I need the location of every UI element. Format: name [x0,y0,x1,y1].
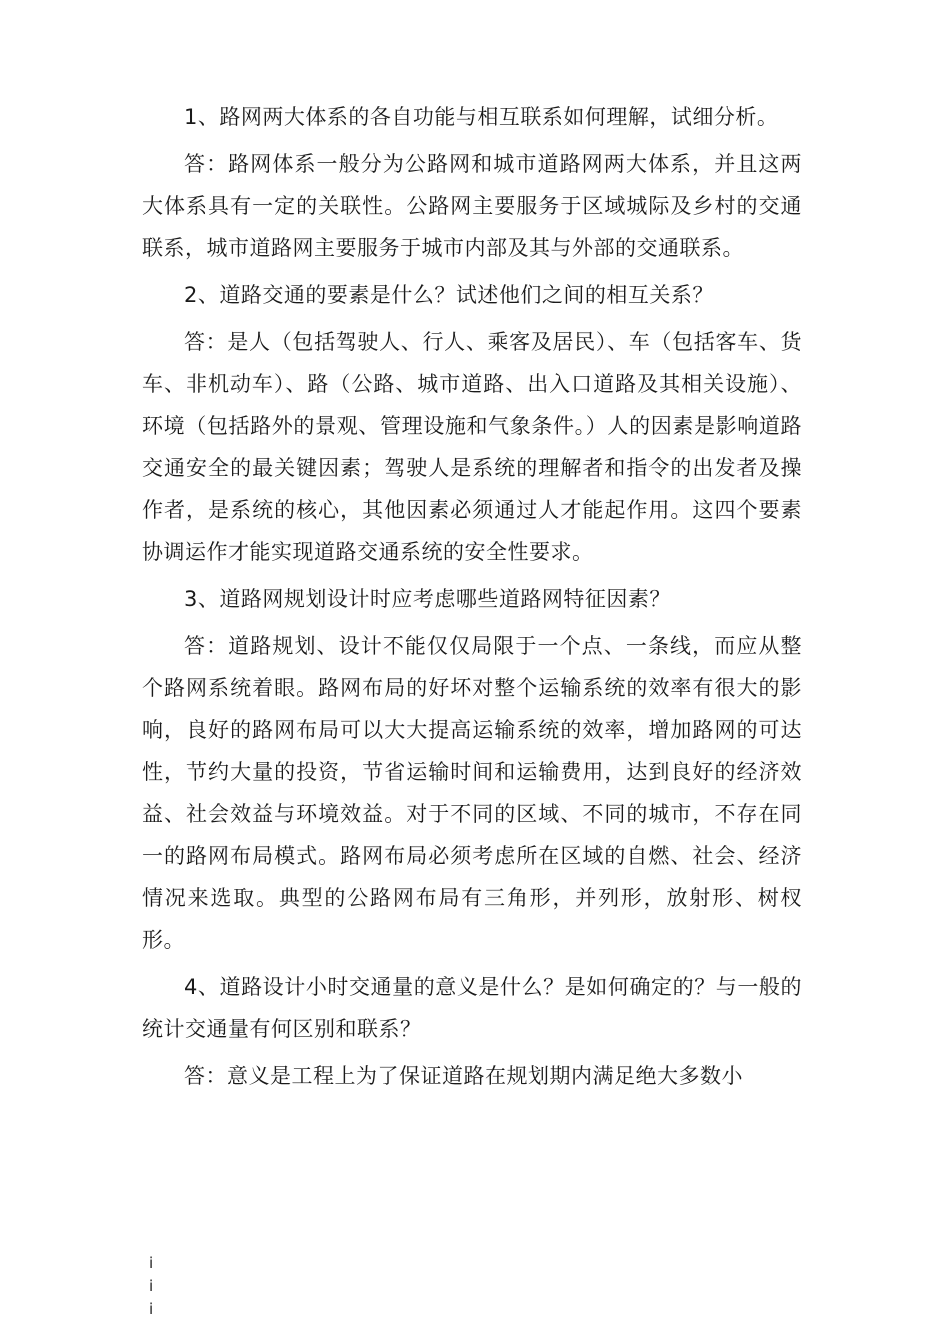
question-1: 1、路网两大体系的各自功能与相互联系如何理解，试细分析。 [184,105,779,129]
question-4: 4、道路设计小时交通量的意义是什么？是如何确定的？与一般的统计交通量有何区别和联系？ [142,975,802,1041]
answer-4-partial: 答：意义是工程上为了保证道路在规划期内满足绝大多数小 [184,1064,743,1088]
footer-mark: i [149,1277,154,1295]
answer-1: 答：路网体系一般分为公路网和城市道路网两大体系，并且这两大体系具有一定的关联性。公路网主要服务于区域城际及乡村的交通联系，城市道路网主要服务于城市内部及其与外部的交通联系。 [142,152,802,260]
answer-2: 答：是人（包括驾驶人、行人、乘客及居民）、车（包括客车、货车、非机动车）、路（公路、城市道路、出入口道路及其相关设施）、环境（包括路外的景观、管理设施和气象条件。）人的因素是影响道路交通安全的最关键因素；驾驶人是系统的理解者和指令的出发者及操作者，是系统的核心，其他因素必须通过人才能起作用。这四个要素协调运作才能实现道路交通系统的安全性要求。 [142,330,802,564]
footer-mark: i [149,1254,154,1272]
footer-mark: i [149,1300,154,1318]
question-3: 3、道路网规划设计时应考虑哪些道路网特征因素？ [184,587,671,611]
answer-3: 答：道路规划、设计不能仅仅局限于一个点、一条线，而应从整个路网系统着眼。路网布局的好坏对整个运输系统的效率有很大的影响，良好的路网布局可以大大提高运输系统的效率，增加路网的可达性，节约大量的投资，节省运输时间和运输费用，达到良好的经济效益、社会效益与环境效益。对于不同的区域、不同的城市，不存在同一的路网布局模式。路网布局必须考虑所在区域的自燃、社会、经济情况来选取。典型的公路网布局有三角形，并列形，放射形、树杈形。 [142,634,802,952]
question-2: 2、道路交通的要素是什么？试述他们之间的相互关系？ [184,283,714,307]
footer-marks [149,1252,159,1321]
document-page [142,96,802,1102]
